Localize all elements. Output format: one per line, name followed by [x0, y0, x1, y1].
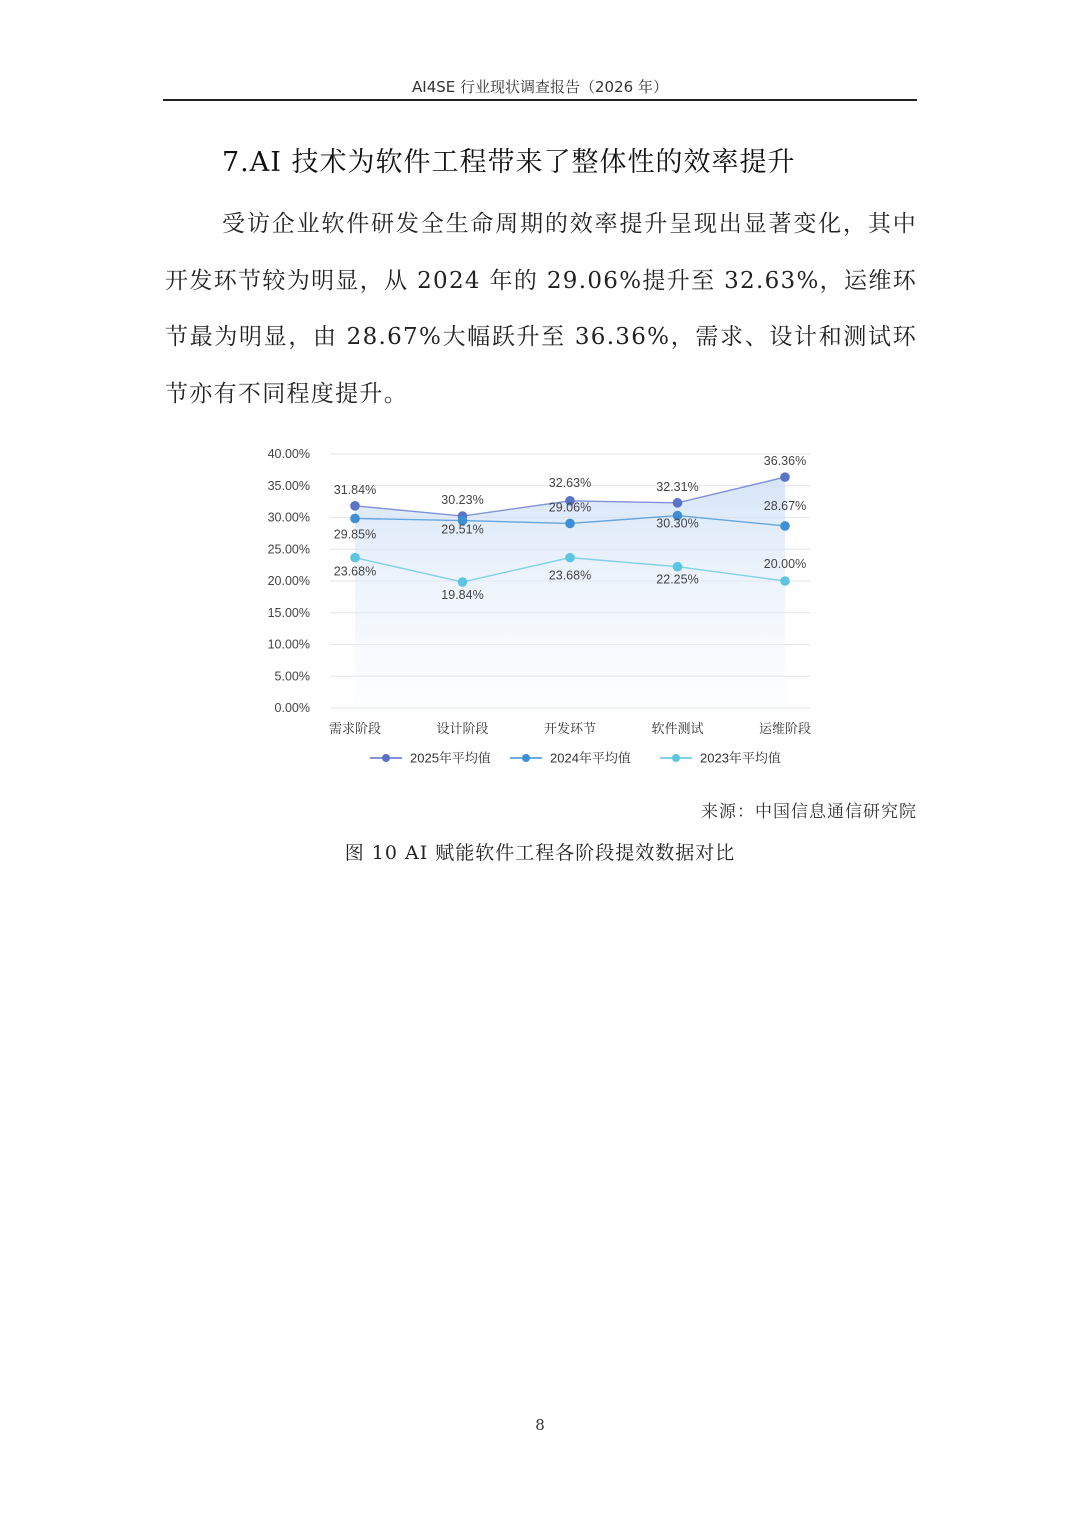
data-label: 32.31% [656, 479, 699, 494]
data-label: 22.25% [656, 572, 699, 587]
page-number: 8 [535, 1416, 545, 1434]
data-label: 32.63% [548, 475, 592, 490]
header-divider [163, 99, 917, 101]
line-chart [255, 440, 835, 780]
data-label: 29.85% [333, 527, 377, 542]
data-point [458, 577, 468, 587]
data-point [350, 501, 360, 511]
y-tick-label: 40.00% [267, 447, 310, 461]
data-label: 28.67% [763, 498, 807, 513]
data-label: 19.84% [441, 588, 484, 603]
y-tick-label: 10.00% [267, 637, 310, 652]
data-point [780, 521, 790, 531]
x-tick-label: 运维阶段 [758, 721, 812, 736]
data-label: 31.84% [333, 482, 377, 497]
y-tick-label: 0.00% [274, 701, 310, 715]
data-label: 23.68% [333, 564, 377, 579]
chart-svg [255, 440, 835, 780]
y-tick-label: 25.00% [267, 542, 310, 557]
data-label: 29.51% [441, 522, 484, 537]
data-point [673, 498, 683, 508]
data-point [780, 472, 790, 482]
x-tick-label: 开发环节 [543, 721, 597, 736]
data-point [350, 553, 360, 563]
data-label: 30.30% [656, 516, 699, 531]
data-point [780, 576, 790, 586]
legend-label: 2023年平均值 [700, 750, 781, 766]
data-point [673, 562, 683, 572]
y-tick-label: 35.00% [267, 478, 310, 493]
legend-item [370, 751, 491, 766]
legend-marker [522, 754, 530, 762]
data-label: 23.68% [548, 568, 592, 583]
body-paragraph: 受访企业软件研发全生命周期的效率提升呈现出显著变化，其中开发环节较为明显，从 2024 年的 29.06%提升至 32.63%，运维环节最为明显，由 28.67%大幅跃升至 36.36%，需求、设计和测试环节亦有不同程度提升。 [165, 211, 917, 407]
legend-item [510, 751, 631, 766]
x-tick-label: 需求阶段 [328, 721, 382, 736]
legend-item [660, 751, 781, 766]
figure-caption: 图 10 AI 赋能软件工程各阶段提效数据对比 [344, 842, 736, 864]
data-label: 36.36% [763, 454, 807, 469]
legend-label: 2025年平均值 [410, 750, 491, 766]
section-title: 7.AI 技术为软件工程带来了整体性的效率提升 [222, 147, 796, 178]
y-tick-label: 30.00% [267, 510, 310, 525]
legend-marker [382, 754, 390, 762]
data-label: 20.00% [763, 557, 807, 571]
y-axis [268, 447, 310, 715]
data-point [350, 514, 360, 524]
data-point [565, 553, 575, 563]
source-note: 来源：中国信息通信研究院 [701, 802, 917, 822]
data-point [565, 519, 575, 529]
y-tick-label: 20.00% [267, 574, 310, 588]
legend-label: 2024年平均值 [550, 750, 631, 766]
x-tick-label: 设计阶段 [436, 721, 489, 736]
data-label: 30.23% [441, 493, 484, 508]
legend-marker [672, 754, 680, 762]
data-label: 29.06% [548, 500, 592, 515]
chart-legend [370, 751, 781, 766]
x-axis [329, 721, 811, 736]
y-tick-label: 15.00% [267, 605, 310, 620]
x-tick-label: 软件测试 [651, 721, 704, 736]
page-header: AI4SE 行业现状调查报告（2026 年） [412, 78, 668, 96]
y-tick-label: 5.00% [274, 669, 310, 684]
